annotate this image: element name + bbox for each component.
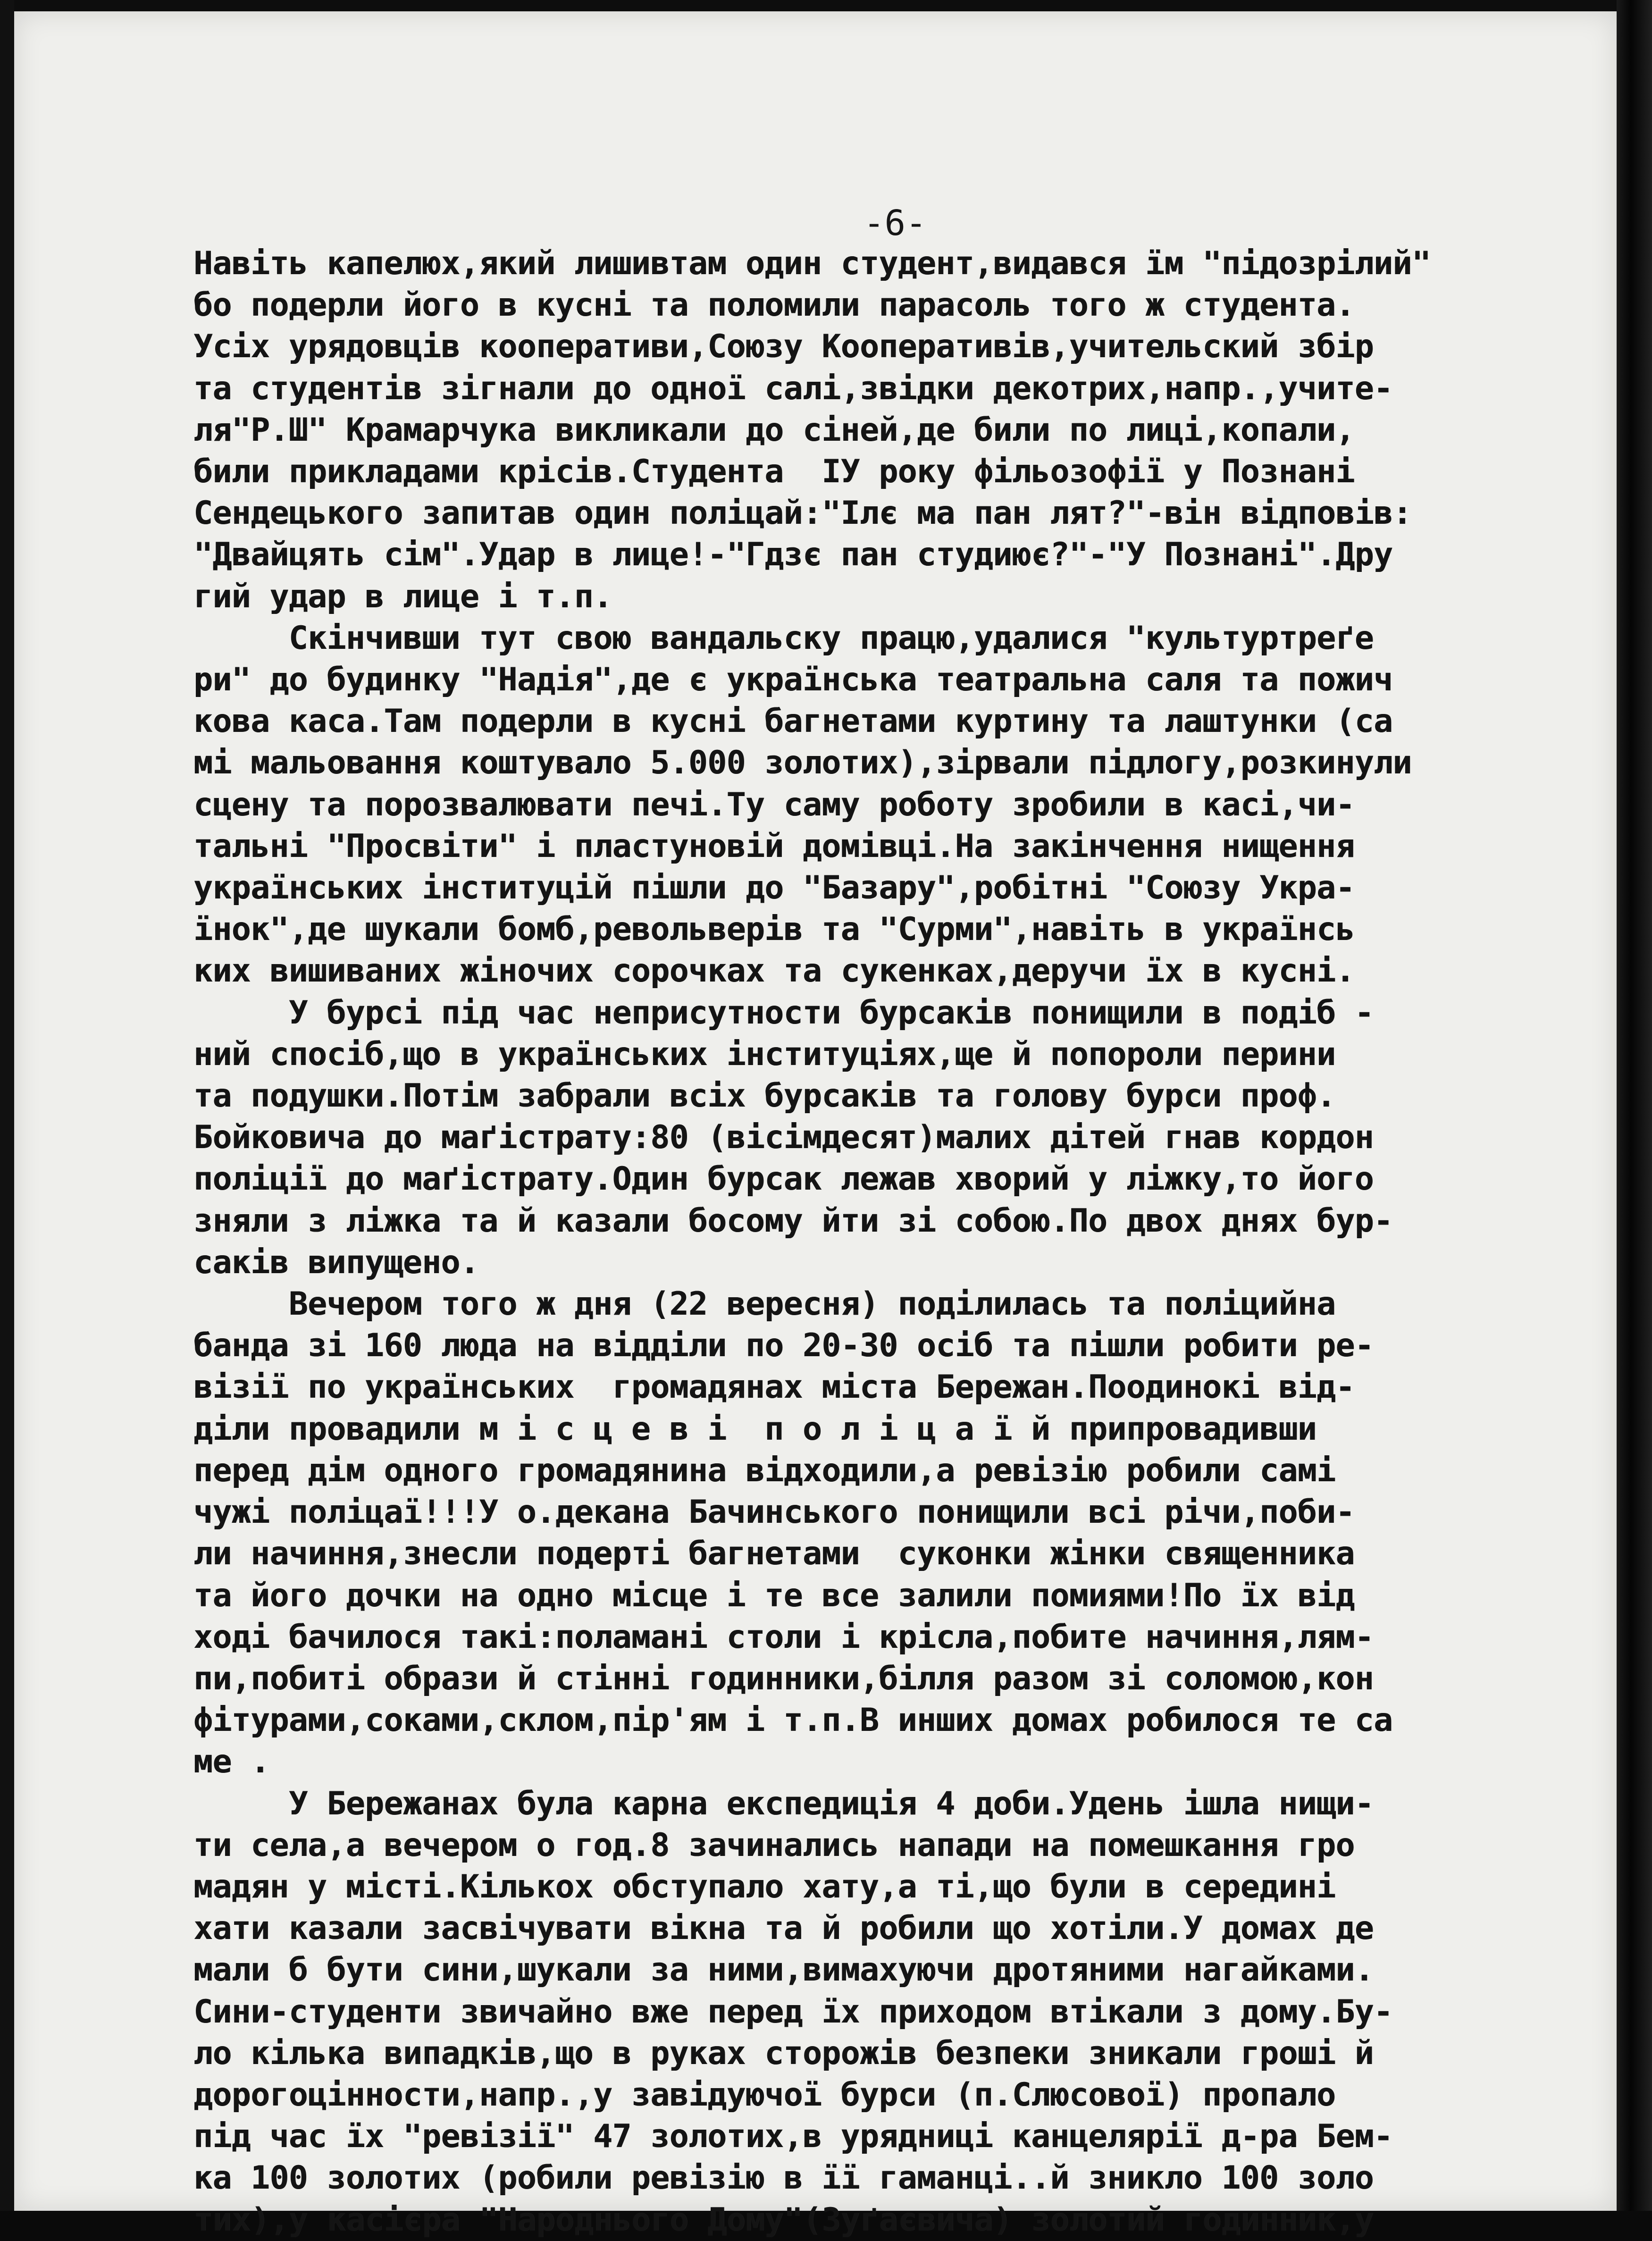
text-line: У Бережанах була карна експедиція 4 доби.Удень ішла нищи-: [193, 1785, 1374, 1822]
text-line: ля"Р.Ш" Крамарчука викликали до сіней,де били по лиці,копали,: [193, 411, 1355, 449]
text-line: Сини-студенти звичайно вже перед їх приходом втікали з дому.Бу-: [193, 1993, 1393, 2031]
text-line: ме .: [193, 1743, 270, 1781]
text-line: діли провадили м і с ц е в і п о л і ц а ї й припровадивши: [193, 1410, 1317, 1448]
text-line: та студентів зігнали до одної салі,звідки декотрих,напр.,учите-: [193, 369, 1393, 407]
text-line: ка 100 золотих (робили ревізію в її гаманці..й зникло 100 золо: [193, 2159, 1374, 2197]
text-line: тих),у касієра "Народнього Дому"(Зуґаєвича) золотий годинник,у: [193, 2201, 1374, 2239]
text-line: фітурами,соками,склом,пір'ям і т.п.В инших домах робилося те са: [193, 1702, 1393, 1739]
text-line: тальні "Просвіти" і пластуновій домівці.На закінчення нищення: [193, 827, 1355, 865]
scan-top-edge: [0, 0, 1652, 11]
text-line: хати казали засвічувати вікна та й робили що хотіли.У домах де: [193, 1910, 1374, 1947]
text-line: поліції до маґістрату.Один бурсак лежав хворий у ліжку,то його: [193, 1160, 1374, 1198]
text-line: саків випущено.: [193, 1243, 479, 1281]
text-line: українських інституцій пішли до "Базару",робітні "Союзу Укра-: [193, 869, 1355, 907]
text-line: "Двайцять сім".Удар в лице!-"Гдзє пан студиює?"-"У Познані".Дру: [193, 536, 1393, 574]
text-line: чужі поліцаї!!!У о.декана Бачинського понищили всі річи,поби-: [193, 1494, 1355, 1531]
text-line: дорогоцінности,напр.,у завідуючої бурси (п.Слюсової) пропало: [193, 2076, 1336, 2114]
text-line: мали б бути сини,шукали за ними,вимахуючи дротяними нагайками.: [193, 1951, 1374, 1989]
text-line: та подушки.Потім забрали всіх бурсаків та голову бурси проф.: [193, 1077, 1336, 1115]
text-line: їнок",де шукали бомб,револьверів та "Сурми",навіть в українсь: [193, 911, 1355, 948]
text-line: Бойковича до маґістрату:80 (вісімдесят)малих дітей гнав кордон: [193, 1119, 1374, 1157]
text-line: бо подерли його в кусні та поломили парасоль того ж студента.: [193, 286, 1355, 324]
text-line: Усіх урядовців кооперативи,Союзу Кооперативів,учительский збір: [193, 328, 1374, 366]
text-line: Скінчивши тут свою вандальску працю,удалися "культуртреґе: [193, 619, 1374, 657]
text-line: мі мальовання коштувало 5.000 золотих),зірвали підлогу,розкинули: [193, 744, 1412, 782]
text-line: ти села,а вечером о год.8 зачинались напади на помешкання гро: [193, 1826, 1355, 1864]
text-line: зняли з ліжка та й казали босому йти зі собою.По двох днях бур-: [193, 1202, 1393, 1240]
text-line: ході бачилося такі:поламані столи і крісла,побите начиння,лям-: [193, 1618, 1374, 1656]
text-line: сцену та порозвалювати печі.Ту саму роботу зробили в касі,чи-: [193, 786, 1355, 823]
text-line: під час їх "ревізії" 47 золотих,в урядниці канцелярії д-ра Бем-: [193, 2118, 1393, 2156]
text-line: пи,побиті образи й стінні годинники,білля разом зі соломою,кон: [193, 1660, 1374, 1697]
text-line: Сендецького запитав один поліцай:"Ілє ма пан лят?"-він відповів:: [193, 495, 1412, 532]
text-line: били прикладами крісів.Студента IУ року фільозофії у Познані: [193, 453, 1355, 491]
text-line: та його дочки на одно місце і те все залили помиями!По їх від: [193, 1577, 1355, 1614]
text-line: ри" до будинку "Надія",де є українська театральна саля та пожич: [193, 661, 1393, 699]
text-line: Навіть капелюх,який лишивтам один студент,видався їм "підозрілий": [193, 245, 1431, 282]
text-line: Вечером того ж дня (22 вересня) поділилась та поліцийна: [193, 1285, 1336, 1323]
text-line: кова каса.Там подерли в кусні багнетами куртину та лаштунки (са: [193, 703, 1393, 740]
text-line: ли начиння,знесли подерті багнетами суконки жінки священника: [193, 1535, 1355, 1573]
text-line: ких вишиваних жіночих сорочках та сукенках,деручи їх в кусні.: [193, 952, 1355, 990]
text-line: мадян у місті.Кількох обступало хату,а ті,що були в середині: [193, 1868, 1336, 1905]
scan-binding-edge: [1617, 0, 1652, 2211]
typewritten-text: [193, 243, 1576, 2241]
text-line: перед дім одного громадянина відходили,а ревізію робили самі: [193, 1452, 1336, 1489]
text-line: банда зі 160 люда на відділи по 20-30 осіб та пішли робити ре-: [193, 1327, 1374, 1365]
text-line: ло кілька випадків,що в руках сторожів безпеки зникали гроші й: [193, 2034, 1374, 2072]
text-line: візії по українських громадянах міста Бережан.Поодинокі від-: [193, 1368, 1355, 1406]
text-line: гий удар в лице і т.п.: [193, 578, 612, 615]
page-number: -6-: [864, 203, 927, 243]
text-line: У бурсі під час неприсутности бурсаків понищили в подіб -: [193, 994, 1374, 1032]
text-line: ний спосіб,що в українських інституціях,ще й попороли перини: [193, 1035, 1336, 1073]
scan-left-edge: [0, 0, 14, 2211]
